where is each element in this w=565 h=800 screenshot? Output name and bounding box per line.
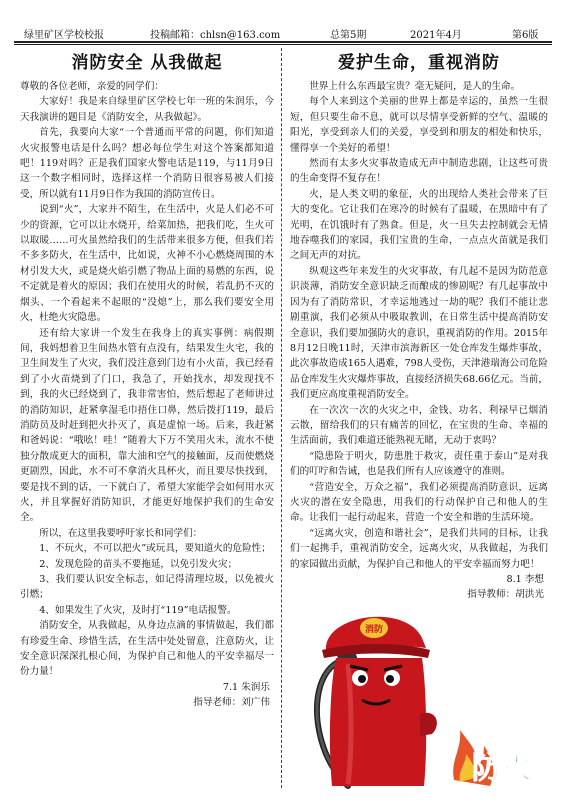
fire-mascot-illustration <box>296 604 558 794</box>
right-article-title: 爱护生命，重视消防 <box>338 53 500 73</box>
article-paragraph: 消防安全，从我做起，从身边点滴的事情做起，我们都有珍爱生命、珍惜生活，在生活中处处留意，注意防火，让安全意识深深扎根心间，为保护自己和他人的平安幸福尽一份力量！ <box>20 620 274 678</box>
left-teacher: 指导老师：刘广伟 <box>193 697 270 709</box>
list-item: 2、发现危险的苗头不要拖延，以免引发火灾； <box>39 558 238 570</box>
left-article <box>20 48 274 711</box>
article-paragraph: 尊敬的各位老师，亲爱的同学们： <box>20 81 164 92</box>
fire-extinguisher-mascot-icon <box>296 604 558 794</box>
article-paragraph: 纵观这些年来发生的火灾事故，有几起不是因为防范意识淡薄，消防安全意识缺乏而酿成的惨剧呢？有几起事故中因为有了消防常识，才幸运地逃过一劫的呢？我们不能让悲剧重演，我们必须从中吸取教训，在日常生活中提高消防安全意识，我们要加强防火的意识，重视消防的作用。2015年8月12日晚11时，天津市滨海新区一处仓库发生爆炸事故，此次事故造成165人遇难，798人受伤，天津港瑞海公司危险品仓库发生火灾爆炸事故，直接经济损失68.66亿元。当前，我们更应高度重视消防安全。 <box>290 265 548 401</box>
list-item: 1、不玩火，不可以把火”或玩具，要知道火的危险性； <box>39 543 271 555</box>
list-item: 4、如果发生了火灾，及时打“119”电话报警。 <box>39 604 237 616</box>
fire-prevention-logo-text: 防火 <box>472 751 532 786</box>
right-author: 8.1 李想 <box>506 574 544 585</box>
right-article <box>290 48 548 603</box>
left-article-title: 消防安全 从我做起 <box>71 53 223 73</box>
article-paragraph: “远离火灾，创造和谐社会”，是我们共同的目标，让我们一起携手，重视消防安全，远离火灾，从我做起，为我们的家园做出贡献，为保护自己和他人的平安幸福而努力吧！ <box>290 527 548 570</box>
article-paragraph: 火，是人类文明的象征，火的出现给人类社会带来了巨大的变化。它让我们在寒冷的时候有了温暖，在黑暗中有了光明，在饥饿时有了熟食。但是，火一旦失去控制就会无情地吞噬我们的家园，我们宝贵的生命，一点点火苗就是我们之间无声的对抗。 <box>290 188 548 262</box>
article-paragraph: “隐患险于明火，防患胜于救灾，责任重于泰山”是对我们的叮咛和告诫，也是我们所有人应该遵守的准则。 <box>290 450 548 478</box>
article-paragraph: 世界上什么东西最宝贵？毫无疑问，是人的生命。 <box>309 81 521 92</box>
article-paragraph: 每个人来到这个美丽的世界上都是幸运的，虽然一生很短，但只要生命不息，就可以尽情享受新鲜的空气、温暖的阳光，享受到亲人们的关爱，享受到和朋友的相处和快乐，懂得享一个美好的希望！ <box>290 96 548 154</box>
article-paragraph: 所以，在这里我要呼吁家长和同学们： <box>39 527 203 539</box>
article-paragraph: 然而有太多火灾事故造成无声中制造悲剧，让这些可贵的生命变得不复存在！ <box>290 158 548 185</box>
header-rule <box>14 41 552 43</box>
school-paper-name: 绿里矿区学校校报 <box>24 30 104 41</box>
newspaper-header <box>0 0 565 40</box>
issue-date: 2021年4月 <box>410 30 462 41</box>
issue-number: 总第5期 <box>330 30 367 41</box>
right-teacher: 指导教师：胡洪光 <box>467 589 544 601</box>
header-rule-thin <box>14 44 552 45</box>
column-divider <box>281 48 282 788</box>
article-paragraph: 在一次次一次的火灾之中，金钱、功名、利禄早已烟消云散，留给我们的只有痛苦的回忆，在宝贵的生命、幸福的生活面前，我们难道还能熟视无睹，无动于衷吗？ <box>290 404 548 447</box>
helmet-badge: 消防 <box>364 625 384 635</box>
article-paragraph: 还有给大家讲一个发生在我身上的真实事例：病假期间，我妈想着卫生间热水管有点没有，结果发生火宅，我的卫生间发生了火灾，我们没注意到门边有小火苗，我已经看到了小火苗烧到了门口，我急了，开始找水，却发现找不到，我的火已经烧到了，我非常害怕，然后想起了老师讲过的消防知识，赶紧拿湿毛巾捂住口鼻，然后拨打119，最后消防员及时赶到把火扑灭了，真是虚惊一场。后来，我赶紧和爸妈说：“哦吆！哇！”随着大下万不笑用火未，流水不使独分散成更大的面积，靠大油和空气的接触面，反而使燃烧更剧烈，因此，水不可不拿消火具杯火，而且要尽快找到，要是找不到的话，一下就白了，希望大家能学会如何用水灭火，并且掌握好消防知识，才能更好地保护我们的生命安全。 <box>20 327 274 524</box>
article-paragraph: 首先，我要向大家“一个普通而平常的问题，你们知道火灾报警电话是什么吗？想必每位学生对这个答案都知道吧！119对吗？正是我们国家火警电话是119，与11月9日这一个数字相同时，选择这样一个消防日很容易被人们接受，所以就有11月9日作为我国的消防宣传日。 <box>20 127 274 200</box>
list-item: 3、我们要认识安全标志，如记得清理垃圾，以免被火引燃； <box>20 574 274 601</box>
submission-email: 投稿邮箱：chlsn@163.com <box>150 30 281 41</box>
left-author: 7.1 朱润乐 <box>222 681 270 693</box>
article-paragraph: 大家好！我是来自绿里矿区学校七年一班的朱润乐，今天我演讲的题目是《消防安全，从我做起》。 <box>20 96 274 123</box>
article-paragraph: 说到“火”，大家并不陌生，在生活中，火是人们必不可少的资源，它可以让水烧开，给菜加热，把我们吃，生火可以取暖……可火虽然给我们的生活带来很多方便，但我们若不多多防火，在生活中，比如说，火神不小心燃烧周围的木材引发大火，或是烧火焰引燃了物品上面的易燃的东西，说不定就是着火的原因；我们在使用火的时候，若乱扔不灭的烟头、一个看起来不起眼的“没熄”上，那么我们要安全用火，杜绝火灾隐患。 <box>20 204 274 324</box>
page-number: 第6版 <box>512 30 539 41</box>
article-paragraph: “营造安全，万众之福”，我们必须提高消防意识，远离火灾的潜在安全隐患，用我们的行动保护自己和他人的生命。让我们一起行动起来，营造一个安全和谐的生活环境。 <box>290 481 548 524</box>
